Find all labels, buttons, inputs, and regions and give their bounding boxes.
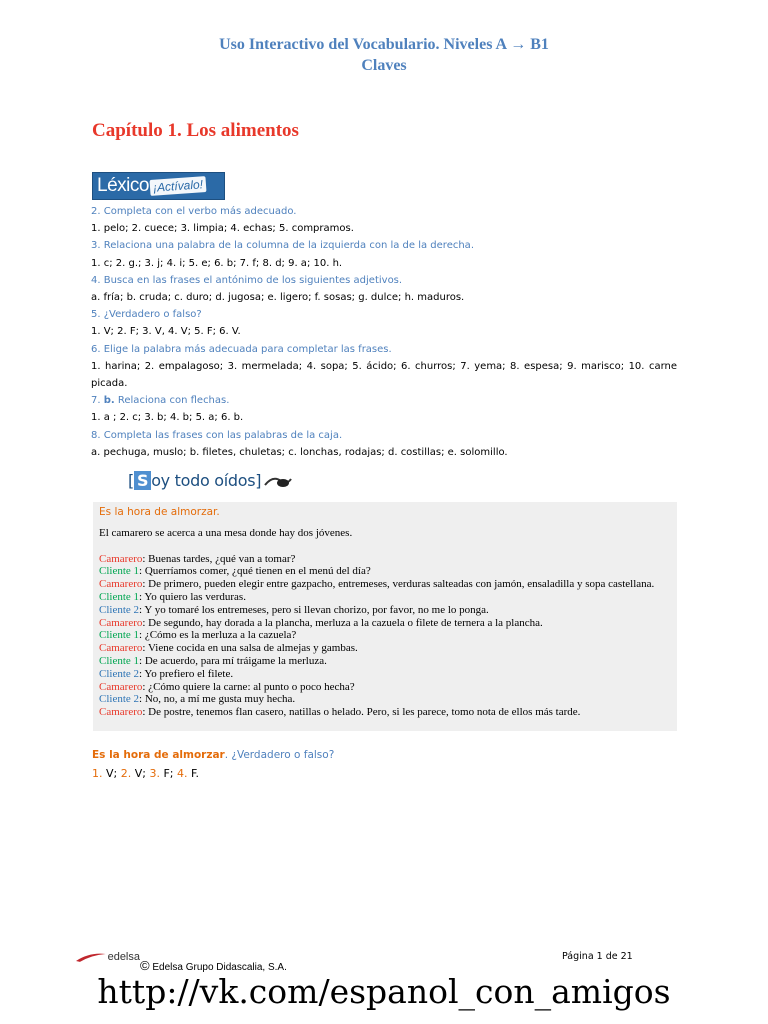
dialogue-text: : ¿Cómo quiere la carne: al punto o poco hecha? — [142, 680, 355, 693]
dialogue-text: : Yo quiero las verduras. — [139, 590, 246, 603]
dialogue-line — [99, 604, 671, 617]
exercise-answer: 1. c; 2. g.; 3. j; 4. i; 5. e; 6. b; 7. f; 8. d; 9. a; 10. h. — [91, 257, 343, 269]
dialogue-line — [99, 591, 671, 604]
exercise-answer: a. pechuga, muslo; b. filetes, chuletas; c. lonchas, rodajas; d. costillas; e. solomillo. — [91, 446, 508, 458]
copyright-notice — [140, 958, 287, 973]
headphones-icon — [263, 471, 293, 489]
speaker-label: Camarero — [99, 616, 143, 629]
dialogue-text: : Yo prefiero el filete. — [139, 667, 234, 680]
exercise-answer: 1. a ; 2. c; 3. b; 4. b; 5. a; 6. b. — [91, 412, 244, 424]
chapter-title: Capítulo 1. Los alimentos — [92, 120, 299, 141]
true-false-title-bold: Es la hora de almorzar — [92, 749, 225, 761]
speaker-label: Camarero — [99, 642, 143, 655]
dialogue-line — [99, 668, 671, 681]
lexico-activalo-logo — [92, 172, 225, 200]
answer-number: 3. — [149, 767, 160, 780]
answer-number: 4. — [177, 767, 188, 780]
soy-initial: S — [134, 471, 151, 490]
exercise-question: 3. Relaciona una palabra de la columna de la izquierda con la de la derecha. — [91, 240, 474, 252]
dialogue-text: : Y yo tomaré los entremeses, pero si llevan chorizo, por favor, no me lo ponga. — [139, 603, 489, 616]
speaker-label: Cliente 2 — [99, 667, 140, 680]
answer-number: 2. — [120, 767, 132, 780]
speaker-label: Cliente 1 — [99, 654, 140, 667]
speaker-label: Camarero — [99, 552, 143, 565]
exercise-question — [91, 392, 677, 409]
dialogue-line — [99, 565, 671, 578]
speaker-label: Cliente 1 — [99, 565, 140, 578]
speaker-label: Camarero — [99, 680, 143, 693]
answer-value: F; — [159, 767, 177, 780]
dialogue-line — [99, 642, 671, 655]
exercise-letter: b. — [103, 395, 115, 407]
lexico-logo-word: Léxico — [97, 175, 149, 196]
header-title: Uso Interactivo del Vocabulario. Niveles A → B1 — [219, 36, 549, 53]
edelsa-swoosh-icon — [76, 952, 106, 962]
soy-todo-oidos-logo — [128, 465, 308, 495]
speaker-label: Camarero — [99, 706, 143, 719]
answer-value: F. — [187, 767, 200, 780]
speaker-label: Cliente 2 — [99, 693, 140, 706]
edelsa-logo — [76, 949, 140, 965]
activalo-logo-tag: ¡Actívalo! — [149, 176, 206, 196]
dialogue-box — [93, 502, 677, 731]
answer-number: 1. — [92, 767, 103, 780]
speaker-label: Cliente 1 — [99, 629, 140, 642]
answer-value: V; — [102, 767, 121, 780]
exercise-question: 4. Busca en las frases el antónimo de los siguientes adjetivos. — [91, 274, 403, 286]
dialogue-line — [99, 553, 671, 566]
dialogue-text: : De postre, tenemos flan casero, natillas o helado. Pero, si les parece, tomo nota de ellos más tarde. — [142, 706, 581, 719]
true-false-title — [92, 749, 334, 761]
dialogue-line — [99, 681, 671, 694]
copyright-symbol: © — [140, 958, 150, 973]
true-false-answers — [92, 767, 199, 780]
document-header — [0, 34, 768, 76]
exercise-question: 2. Completa con el verbo más adecuado. — [91, 206, 297, 217]
exercise-answer: a. fría; b. cruda; c. duro; d. jugosa; e. ligero; f. sosas; g. dulce; h. maduros. — [91, 292, 465, 304]
dialogue-line — [99, 629, 671, 642]
dialogue-text: : No, no, a mí me gusta muy hecha. — [139, 693, 296, 706]
page-number: Página 1 de 21 — [562, 951, 633, 962]
exercise-question: 6. Elige la palabra más adecuada para completar las frases. — [91, 343, 392, 355]
exercise-answer: 1. harina; 2. empalagoso; 3. mermelada; 4. sopa; 5. ácido; 6. churros; 7. yema; 8. espesa; 9. marisco; 10. carne picada. — [91, 360, 677, 390]
header-subtitle: Claves — [361, 57, 407, 74]
dialogue-text: : Buenas tardes, ¿qué van a tomar? — [142, 552, 296, 565]
dialogue-line — [99, 706, 671, 719]
speaker-label: Cliente 2 — [99, 603, 140, 616]
dialogue-line — [99, 693, 671, 706]
exercise-answers — [91, 203, 677, 461]
dialogue-text: : Querríamos comer, ¿qué tienen en el menú del día? — [139, 565, 371, 578]
dialogue-text: : Viene cocida en una salsa de almejas y gambas. — [142, 642, 358, 655]
dialogue-line — [99, 578, 671, 591]
dialogue-intro: El camarero se acerca a una mesa donde hay dos jóvenes. — [99, 526, 353, 539]
dialogue-text: : De segundo, hay dorada a la plancha, merluza a la cazuela o filete de ternera a la plancha. — [142, 616, 543, 629]
speaker-label: Cliente 1 — [99, 590, 140, 603]
exercise-answer: 1. pelo; 2. cuece; 3. limpia; 4. echas; 5. compramos. — [91, 223, 354, 235]
exercise-instruction: Relaciona con flechas. — [114, 395, 230, 407]
soy-rest: oy todo oídos — [151, 470, 256, 490]
exercise-answer: 1. V; 2. F; 3. V, 4. V; 5. F; 6. V. — [91, 326, 241, 338]
soy-todo-oidos-text: [ S oy todo oídos] — [128, 470, 262, 490]
exercise-number: 7. — [91, 395, 104, 407]
answer-value: V; — [131, 767, 150, 780]
exercise-question: 8. Completa las frases con las palabras de la caja. — [91, 429, 343, 441]
speaker-label: Camarero — [99, 578, 143, 591]
edelsa-wordmark: edelsa — [107, 951, 140, 963]
dialogue-text: : ¿Cómo es la merluza a la cazuela? — [139, 629, 297, 642]
copyright-text: Edelsa Grupo Didascalia, S.A. — [149, 962, 287, 973]
dialogue-text: : De acuerdo, para mí tráigame la merluza. — [139, 654, 327, 667]
dialogue-lines — [99, 553, 671, 719]
dialogue-text: : De primero, pueden elegir entre gazpacho, entremeses, verduras salteadas con jamón, ensaladilla y sopa castellana. — [142, 578, 655, 591]
dialogue-line — [99, 617, 671, 630]
watermark-url: http://vk.com/espanol_con_amigos — [97, 972, 671, 1011]
dialogue-title: Es la hora de almorzar. — [99, 506, 220, 518]
exercise-question: 5. ¿Verdadero o falso? — [91, 309, 202, 321]
true-false-title-rest: . ¿Verdadero o falso? — [224, 749, 335, 761]
dialogue-line — [99, 655, 671, 668]
